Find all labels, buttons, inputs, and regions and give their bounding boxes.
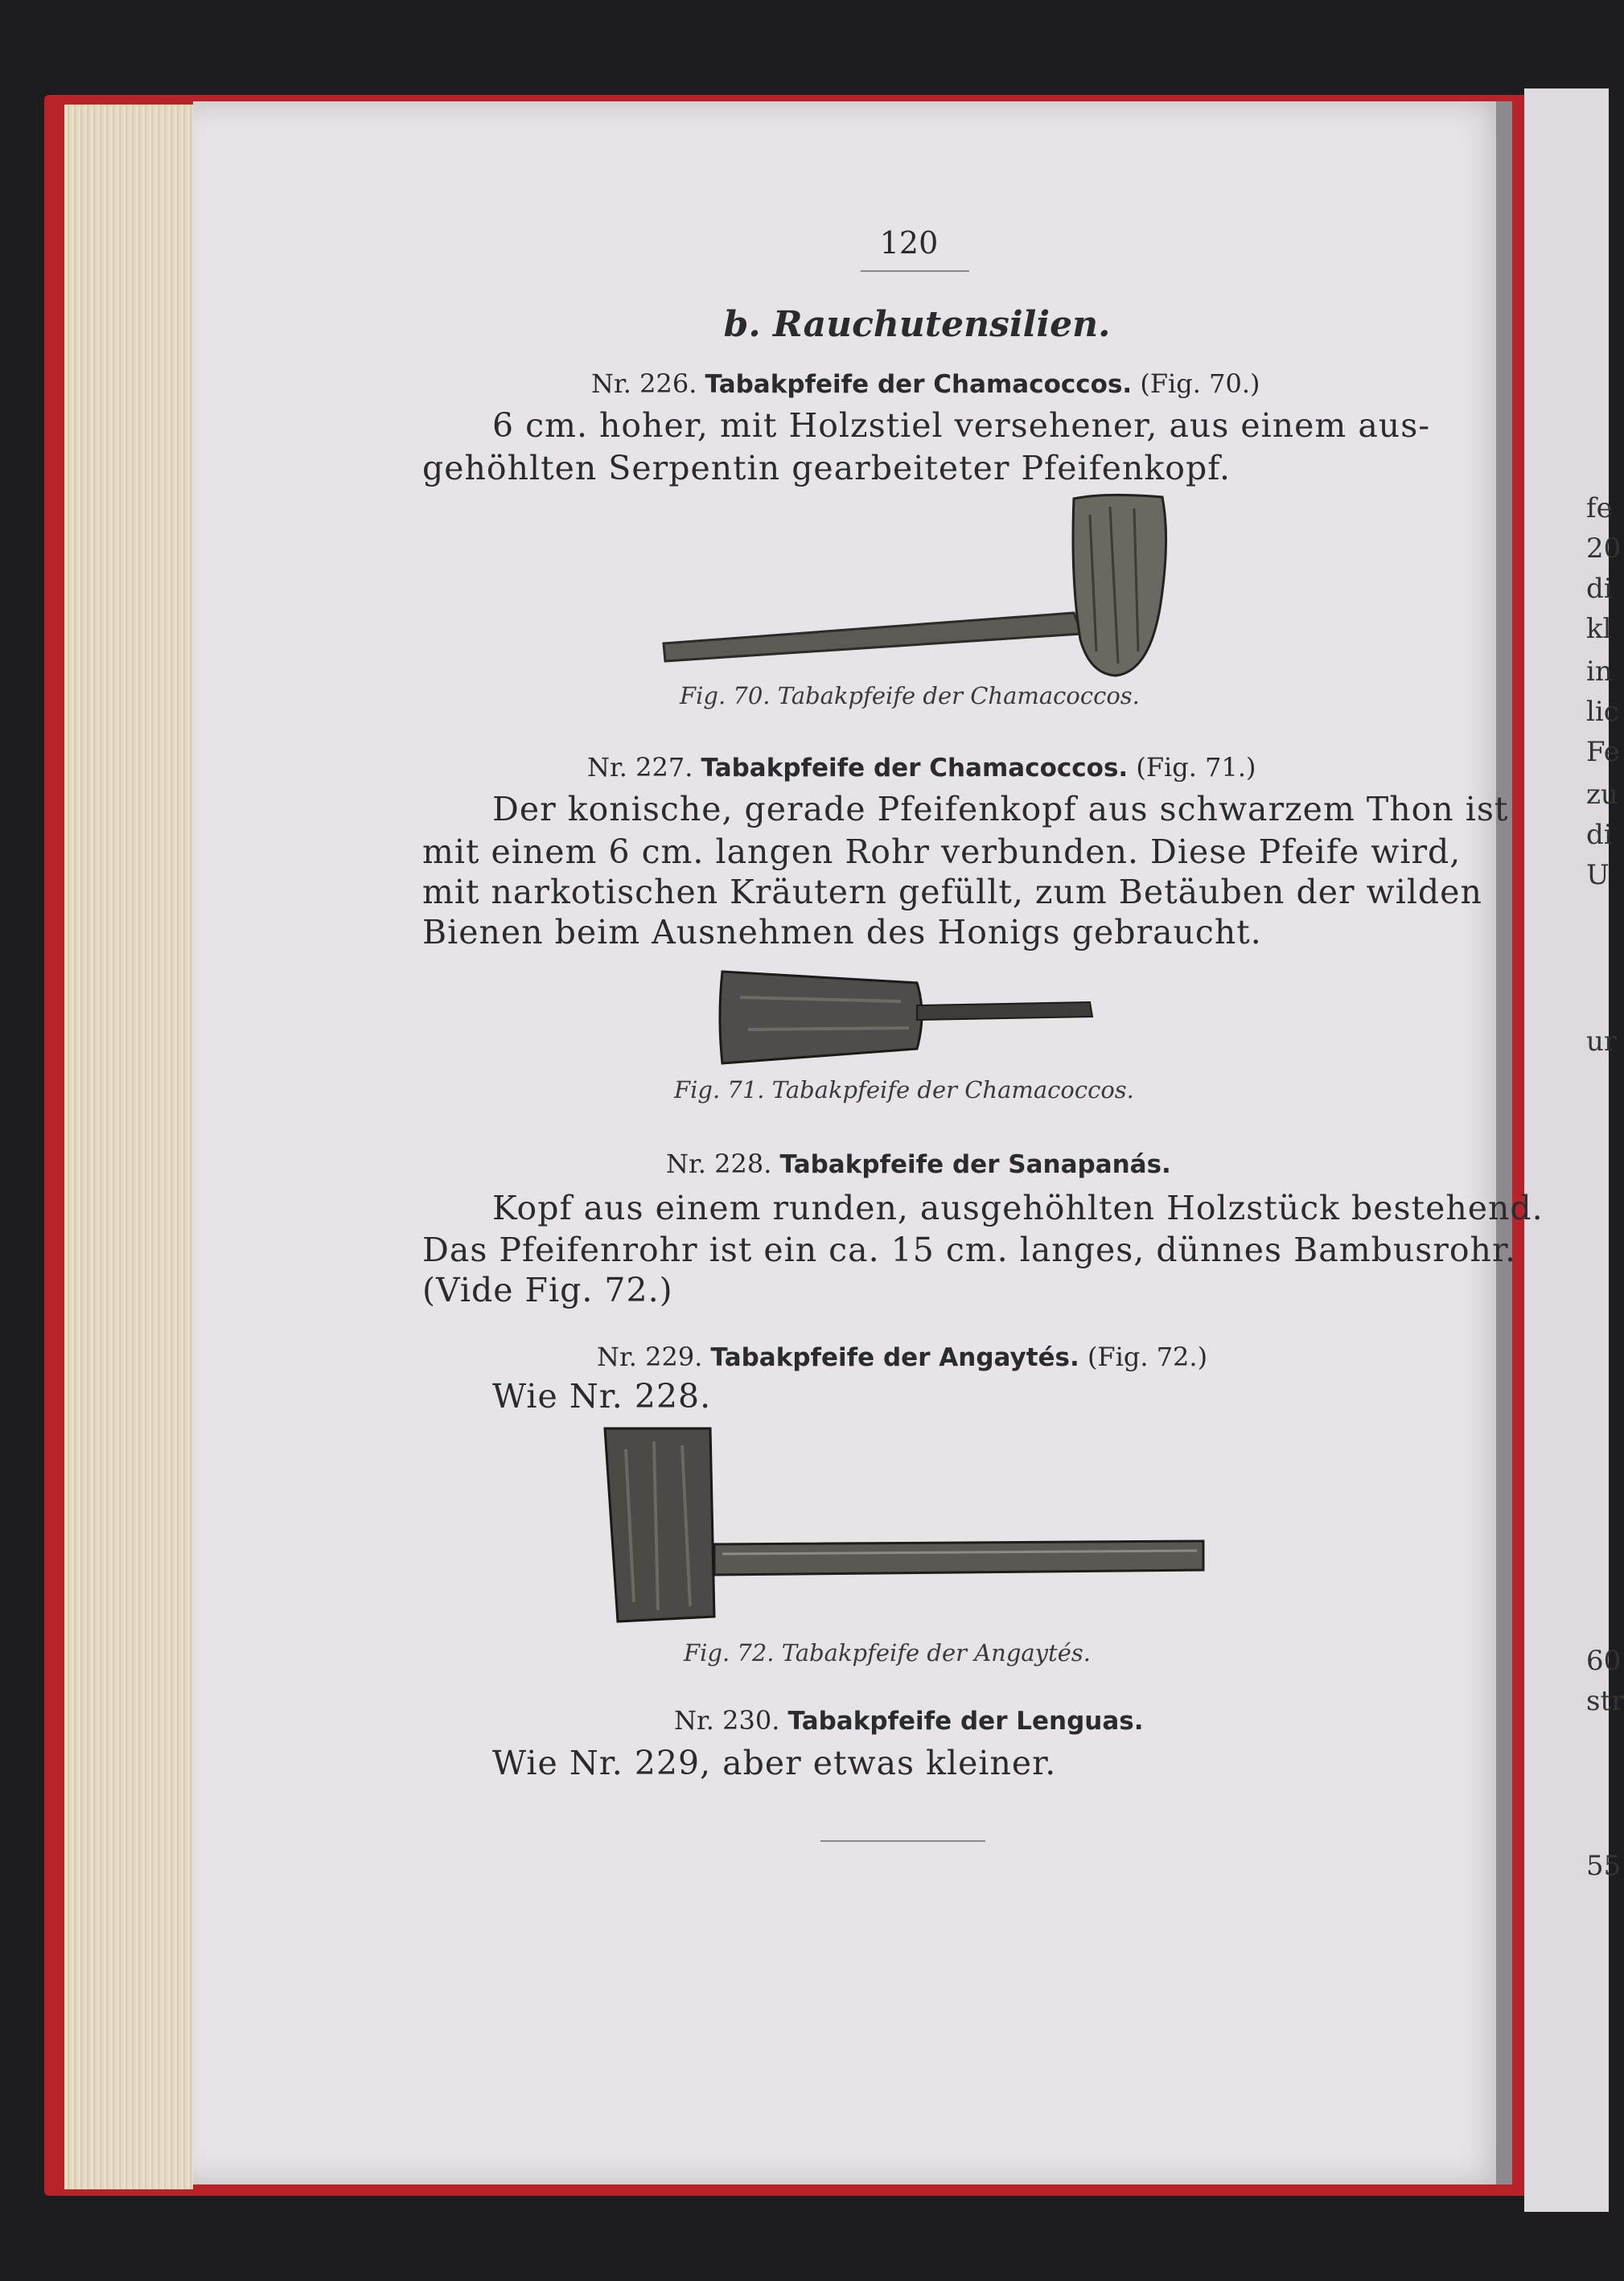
entry-number: Nr. 227. — [587, 752, 693, 783]
text-line: 6 cm. hoher, mit Holzstiel versehener, aus einem aus- — [492, 406, 1431, 445]
entry-title: Tabakpfeife der Sanapanás. — [779, 1150, 1171, 1179]
figure-70-pipe — [656, 491, 1178, 684]
entry-heading — [674, 1705, 1144, 1736]
fragment: in — [1586, 656, 1613, 688]
fragment: str — [1586, 1685, 1624, 1717]
entry-number: Nr. 230. — [674, 1705, 780, 1736]
entry-heading — [591, 368, 1260, 399]
entry-heading — [587, 752, 1256, 783]
text-line: Bienen beim Ausnehmen des Honigs gebraucht. — [422, 913, 1262, 951]
figure-reference: (Fig. 72.) — [1087, 1342, 1208, 1372]
figure-72-pipe — [602, 1425, 1209, 1626]
entry-title: Tabakpfeife der Angaytés. — [710, 1343, 1079, 1372]
entry-number: Nr. 228. — [666, 1149, 772, 1179]
fragment: 55 — [1586, 1850, 1622, 1882]
fragment: fe — [1586, 492, 1613, 524]
section-heading: b. Rauchutensilien. — [723, 304, 1111, 345]
fragment: Fe — [1586, 736, 1620, 768]
text-line: mit einem 6 cm. langen Rohr verbunden. Diese Pfeife wird, — [422, 832, 1462, 871]
figure-reference: (Fig. 71.) — [1136, 752, 1256, 783]
book-gutter — [1496, 101, 1512, 2184]
text-line: Wie Nr. 228. — [492, 1377, 712, 1416]
text-line: mit narkotischen Kräutern gefüllt, zum Betäuben der wilden — [422, 873, 1482, 911]
facing-page-text — [1586, 0, 1624, 2281]
entry-title: Tabakpfeife der Chamacoccos. — [705, 370, 1133, 399]
entry-heading — [597, 1342, 1207, 1372]
text-line: Wie Nr. 229, aber etwas kleiner. — [492, 1744, 1057, 1782]
page-number: 120 — [879, 225, 939, 261]
fragment: 20 — [1586, 532, 1622, 565]
page-edges — [64, 105, 193, 2189]
figure-caption: Fig. 71. Tabakpfeife der Chamacoccos. — [674, 1076, 1134, 1104]
page-number-rule — [861, 270, 969, 272]
entry-title: Tabakpfeife der Chamacoccos. — [701, 754, 1129, 783]
text-line: gehöhlten Serpentin gearbeiteter Pfeifenkopf. — [422, 449, 1231, 487]
figure-reference: (Fig. 70.) — [1140, 368, 1260, 399]
fragment: zu — [1586, 779, 1618, 811]
closing-rule — [820, 1840, 985, 1842]
figure-caption: Fig. 72. Tabakpfeife der Angaytés. — [684, 1639, 1091, 1667]
fragment: kl — [1586, 613, 1612, 645]
entry-number: Nr. 229. — [597, 1342, 703, 1372]
entry-number: Nr. 226. — [591, 368, 697, 399]
text-line: Der konische, gerade Pfeifenkopf aus schwarzem Thon ist — [492, 790, 1509, 828]
figure-71-pipe — [716, 965, 1102, 1070]
text-line: Kopf aus einem runden, ausgehöhlten Holzstück bestehend. — [492, 1189, 1544, 1227]
fragment: lic — [1586, 696, 1619, 728]
fragment: di — [1586, 573, 1613, 605]
text-line: (Vide Fig. 72.) — [422, 1271, 673, 1309]
fragment: di — [1586, 819, 1613, 851]
fragment: ur — [1586, 1025, 1618, 1058]
entry-title: Tabakpfeife der Lenguas. — [787, 1707, 1144, 1736]
fragment: U — [1586, 859, 1610, 891]
figure-caption: Fig. 70. Tabakpfeife der Chamacoccos. — [680, 682, 1140, 709]
entry-heading — [666, 1149, 1171, 1179]
text-line: Das Pfeifenrohr ist ein ca. 15 cm. langes, dünnes Bambusrohr. — [422, 1231, 1517, 1269]
fragment: 60 — [1586, 1645, 1622, 1677]
